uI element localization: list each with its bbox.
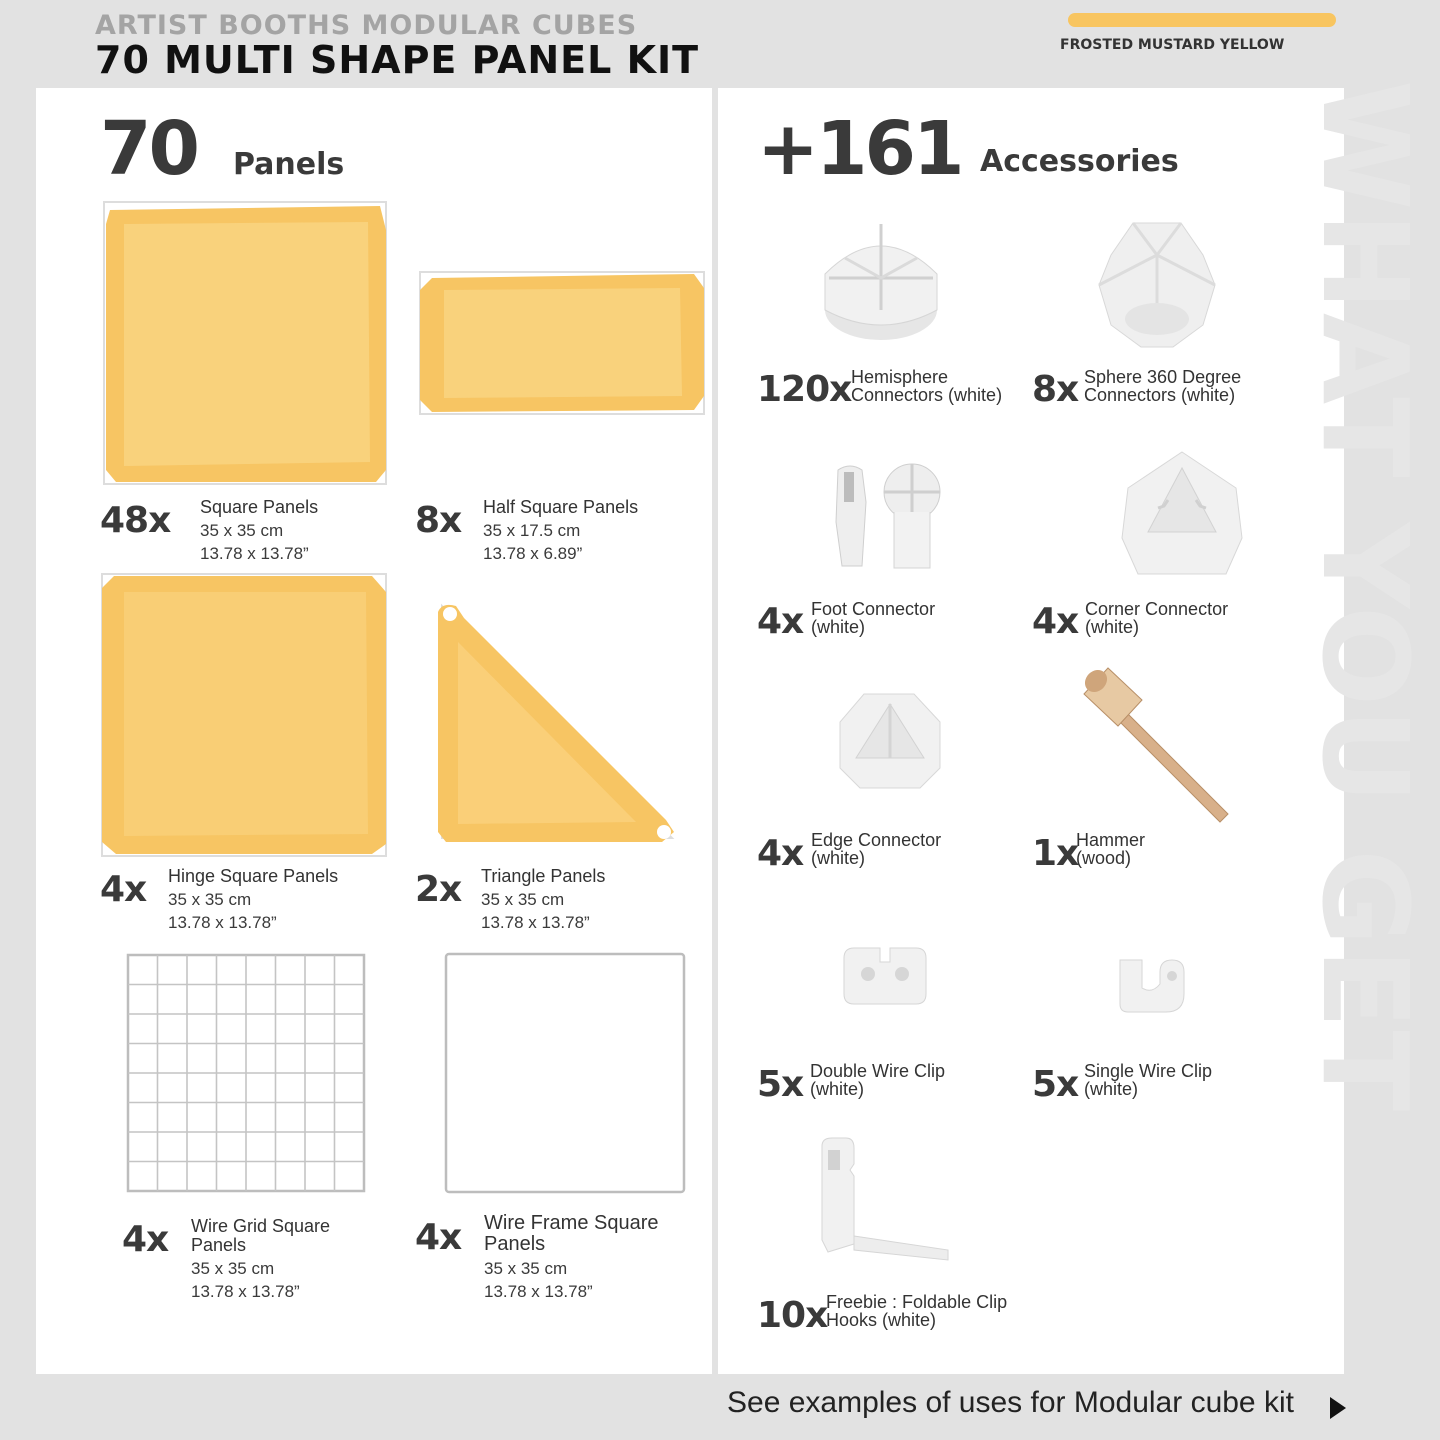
name-hammer-line2: (wood) xyxy=(1076,848,1132,868)
name-wire-frame-panels-line2: Panels xyxy=(484,1233,546,1255)
dim-in-wire-frame-panels: 13.78 x 13.78” xyxy=(484,1282,593,1301)
hinge-square-panel-image xyxy=(100,572,388,858)
dim-cm-triangle-panels: 35 x 35 cm xyxy=(481,890,565,909)
name-edge-connector-line1: Edge Connector xyxy=(811,830,942,850)
qty-wire-frame-panels: 4x xyxy=(415,1217,462,1258)
sphere-connector-icon xyxy=(1093,215,1221,351)
qty-double-wire-clip: 5x xyxy=(757,1064,804,1105)
qty-edge-connector: 4x xyxy=(757,833,804,874)
name-foldable-clip-hook-line1: Freebie : Foldable Clip xyxy=(826,1292,1008,1312)
name-foot-connector-line2: (white) xyxy=(811,617,866,637)
accessories-label: Accessories xyxy=(980,144,1179,179)
dim-cm-wire-frame-panels: 35 x 35 cm xyxy=(484,1259,568,1278)
panels-total: 70 xyxy=(100,106,197,192)
accessories-total: +161 xyxy=(757,106,962,192)
foldable-clip-hook-icon xyxy=(814,1136,954,1264)
qty-wire-grid-panels: 4x xyxy=(122,1219,169,1260)
name-wire-grid-panels-line2: Panels xyxy=(191,1235,247,1255)
name-foot-connector-line1: Foot Connector xyxy=(811,599,936,619)
qty-foot-connector: 4x xyxy=(757,601,804,642)
dim-in-wire-grid-panels: 13.78 x 13.78” xyxy=(191,1282,300,1301)
name-square-panels: Square Panels xyxy=(200,497,319,517)
dim-cm-wire-grid-panels: 35 x 35 cm xyxy=(191,1259,275,1278)
wire-grid-panel-image xyxy=(126,953,366,1193)
name-hammer-line1: Hammer xyxy=(1076,830,1146,850)
dim-cm-square-panels: 35 x 35 cm xyxy=(200,521,284,540)
single-wire-clip-icon xyxy=(1116,954,1188,1016)
color-swatch xyxy=(1068,13,1336,27)
name-wire-frame-panels-line1: Wire Frame Square xyxy=(484,1212,659,1234)
dim-cm-hinge-square-panels: 35 x 35 cm xyxy=(168,890,252,909)
hammer-icon xyxy=(1078,664,1238,824)
examples-link[interactable]: See examples of uses for Modular cube kit xyxy=(727,1386,1294,1419)
qty-sphere: 8x xyxy=(1032,369,1079,410)
half-square-panel-image xyxy=(418,270,706,416)
name-hemisphere-line2: Connectors (white) xyxy=(851,385,1003,405)
dim-cm-half-square-panels: 35 x 17.5 cm xyxy=(483,521,581,540)
hemisphere-connector-icon xyxy=(815,218,947,344)
panels-label: Panels xyxy=(233,147,345,182)
qty-triangle-panels: 2x xyxy=(415,869,462,910)
square-panel-image xyxy=(102,200,388,486)
name-single-wire-clip-line1: Single Wire Clip xyxy=(1084,1061,1213,1081)
qty-square-panels: 48x xyxy=(100,500,171,541)
double-wire-clip-icon xyxy=(840,944,930,1008)
name-corner-connector-line1: Corner Connector xyxy=(1085,599,1229,619)
color-name: FROSTED MUSTARD YELLOW xyxy=(1060,37,1285,53)
dim-in-half-square-panels: 13.78 x 6.89” xyxy=(483,544,583,563)
name-foldable-clip-hook-line2: Hooks (white) xyxy=(826,1310,937,1330)
wire-frame-panel-image xyxy=(444,952,686,1194)
dim-in-triangle-panels: 13.78 x 13.78” xyxy=(481,913,590,932)
triangle-panel-image xyxy=(436,602,678,844)
qty-hinge-square-panels: 4x xyxy=(100,869,147,910)
qty-foldable-clip-hook: 10x xyxy=(757,1295,828,1336)
qty-hemisphere: 120x xyxy=(757,369,852,410)
name-edge-connector-line2: (white) xyxy=(811,848,866,868)
qty-single-wire-clip: 5x xyxy=(1032,1064,1079,1105)
name-double-wire-clip-line1: Double Wire Clip xyxy=(810,1061,946,1081)
name-half-square-panels: Half Square Panels xyxy=(483,497,639,517)
name-single-wire-clip-line2: (white) xyxy=(1084,1079,1139,1099)
qty-hammer: 1x xyxy=(1032,833,1079,874)
play-arrow-icon[interactable] xyxy=(1330,1397,1346,1419)
qty-corner-connector: 4x xyxy=(1032,601,1079,642)
foot-connector-icon xyxy=(832,462,944,572)
corner-connector-icon xyxy=(1118,448,1246,578)
name-corner-connector-line2: (white) xyxy=(1085,617,1140,637)
qty-half-square-panels: 8x xyxy=(415,500,462,541)
dim-in-square-panels: 13.78 x 13.78” xyxy=(200,544,309,563)
accessories-card xyxy=(718,88,1344,1374)
name-triangle-panels: Triangle Panels xyxy=(481,866,606,886)
name-sphere-line2: Connectors (white) xyxy=(1084,385,1236,405)
name-hinge-square-panels: Hinge Square Panels xyxy=(168,866,339,886)
side-banner: WHAT YOU GET xyxy=(1296,80,1434,1114)
kit-title: 70 MULTI SHAPE PANEL KIT xyxy=(95,38,700,82)
dim-in-hinge-square-panels: 13.78 x 13.78” xyxy=(168,913,277,932)
name-sphere-line1: Sphere 360 Degree xyxy=(1084,367,1242,387)
name-wire-grid-panels-line1: Wire Grid Square xyxy=(191,1216,331,1236)
edge-connector-icon xyxy=(834,688,946,792)
name-hemisphere-line1: Hemisphere xyxy=(851,367,949,387)
brand-name: ARTIST BOOTHS MODULAR CUBES xyxy=(95,10,638,41)
name-double-wire-clip-line2: (white) xyxy=(810,1079,865,1099)
